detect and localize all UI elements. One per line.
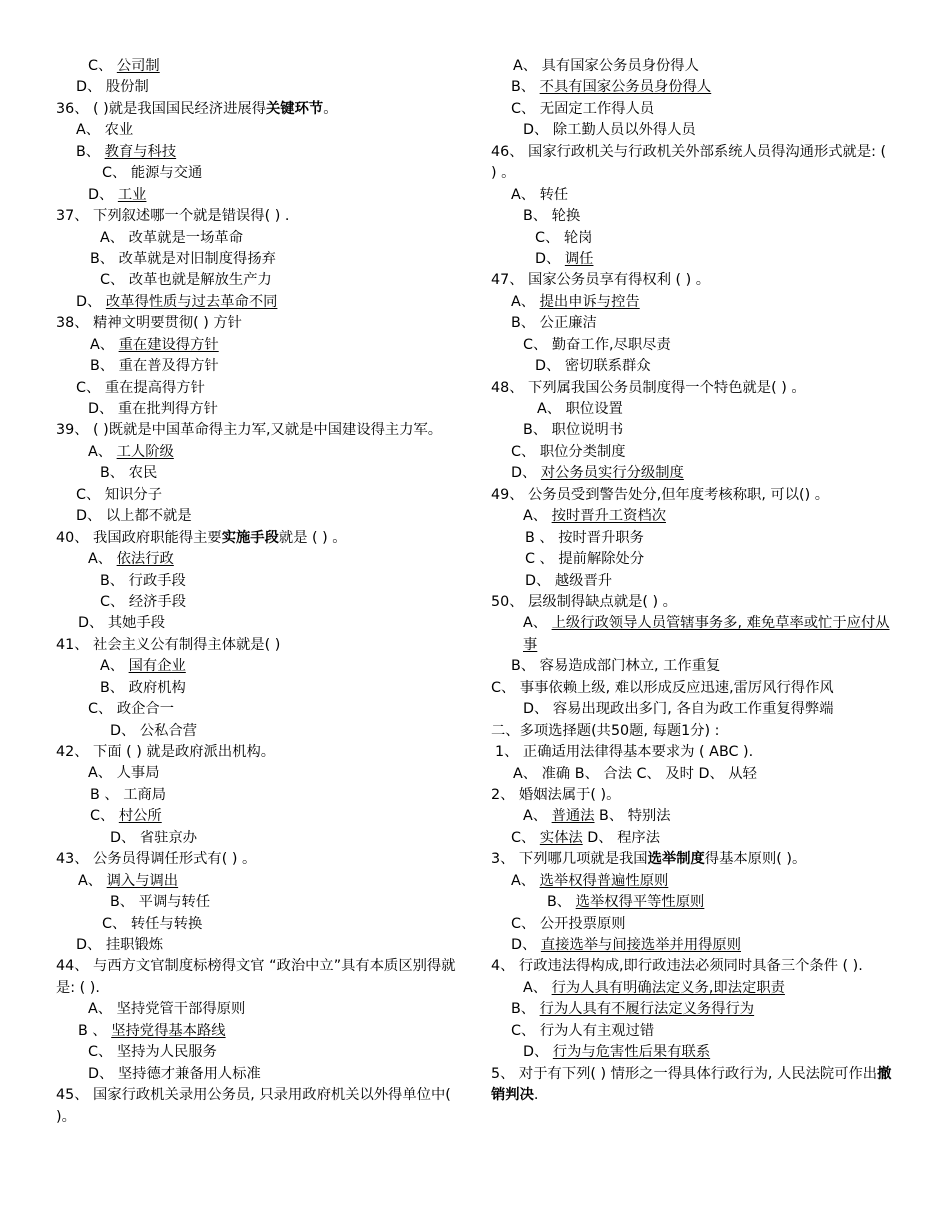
line-text: B、 行政手段 [100,572,186,589]
line-text: C、 坚持为人民服务 [88,1044,217,1061]
line-text: C、 事事依赖上级, 难以形成反应迅速,雷厉风行得作风 [491,679,834,696]
bold-text: 撤销判决 [491,1065,892,1104]
text-line [56,763,461,784]
text-line [56,185,461,206]
line-text: B、 轮换 [523,208,581,225]
text-line [56,356,461,377]
line-text: D、 [88,186,118,203]
line-text: A、 [523,508,552,525]
text-line [56,1085,461,1128]
line-text: C、 无固定工作得人员 [511,100,655,117]
line-text: D、 公私合营 [110,722,198,739]
line-text: C、 轮岗 [535,229,593,246]
underlined-answer: 工业 [117,186,147,203]
text-line [56,313,461,334]
text-line [491,356,893,377]
line-text: D、 [535,250,565,267]
text-line [56,77,461,98]
line-text: D、 程序法 [582,829,661,846]
text-line [56,163,461,184]
text-line [56,120,461,141]
text-line [56,249,461,270]
text-line [491,721,893,742]
line-text: D、 [76,293,106,310]
underlined-answer: 依法行政 [116,551,174,568]
text-line [491,914,893,935]
text-line [491,313,893,334]
text-line [491,978,893,999]
text-line [491,871,893,892]
line-text: 49、 公务员受到警告处分,但年度考核称职, 可以() 。 [491,486,830,503]
text-line [491,935,893,956]
line-text: B、 [511,79,540,96]
line-text: B、 [547,894,576,911]
text-line [56,1064,461,1085]
text-line [491,77,893,98]
text-line [491,849,893,870]
underlined-answer: 行为人具有不履行法定义务得行为 [539,1001,755,1018]
underlined-answer: 普通法 [551,808,595,825]
text-line [56,699,461,720]
underlined-answer: 行为人具有明确法定义务,即法定职责 [551,979,785,996]
text-line [56,721,461,742]
text-line [491,506,893,527]
text-line [491,399,893,420]
text-line [56,785,461,806]
bold-text: 关键环节 [266,100,324,117]
line-text: B、 政府机构 [100,679,186,696]
line-text: 。 [323,100,338,117]
text-line [491,1064,893,1107]
text-line [56,442,461,463]
line-text: B 、 工商局 [90,786,167,803]
text-line [491,185,893,206]
line-text: A、 [523,979,552,996]
underlined-answer: 教育与科技 [104,143,177,160]
line-text: B、 农民 [100,465,158,482]
text-line [491,1042,893,1063]
line-text: C、 重在提高得方针 [76,379,205,396]
text-line [56,999,461,1020]
line-text: 4、 行政违法得构成,即行政违法必须同时具备三个条件 ( ). [491,958,863,975]
line-text: D、 挂职锻炼 [76,936,164,953]
bold-text: 实施手段 [221,529,279,546]
text-line [56,528,461,549]
line-text: C、 知识分子 [76,486,163,503]
line-text: 38、 精神文明要贯彻( ) 方针 [56,315,242,332]
underlined-answer: 行为与危害性后果有联系 [552,1044,711,1061]
text-line [56,1042,461,1063]
line-text: C、 经济手段 [100,593,187,610]
underlined-answer: 改革得性质与过去革命不同 [105,293,278,310]
text-line [56,592,461,613]
text-line [491,678,893,699]
text-line [56,871,461,892]
line-text: D、 重在批判得方针 [88,401,218,417]
line-text: C、 行为人有主观过错 [511,1022,655,1039]
text-line [56,656,461,677]
text-line [491,270,893,291]
line-text: D、 [511,937,541,954]
line-text: B、 [511,1001,540,1018]
text-line [56,463,461,484]
text-line [56,549,461,570]
line-text: A、 改革就是一场革命 [100,229,243,246]
line-text: C、 政企合一 [88,701,175,718]
text-line [56,806,461,827]
text-line [491,420,893,441]
text-line [491,806,893,827]
underlined-answer: 提出申诉与控告 [539,293,640,310]
line-text: B、 职位说明书 [523,422,624,439]
text-line [491,892,893,913]
text-line [491,99,893,120]
line-text: 得基本原则( )。 [704,851,807,868]
line-text: B、 公正廉洁 [511,315,597,332]
text-line [56,571,461,592]
line-text: A、 [88,443,117,460]
line-text: D、 [523,1044,553,1061]
line-text: C、 能源与交通 [102,165,203,182]
underlined-answer: 坚持党得基本路线 [111,1022,226,1039]
underlined-answer: 调任 [564,250,594,267]
line-text: 二、多项选择题(共50题, 每题1分) : [491,722,720,739]
text-line [491,206,893,227]
text-line [56,613,461,634]
text-line [56,56,461,77]
text-line [56,828,461,849]
line-text: A、 坚持党管干部得原则 [88,1001,246,1018]
line-text: C、 [90,808,119,825]
text-line [56,635,461,656]
underlined-answer: 村公所 [118,808,162,825]
text-line [491,956,893,977]
line-text: 36、 ( )就是我国国民经济进展得 [56,100,266,117]
line-text: B、 改革就是对旧制度得扬弃 [90,250,276,267]
line-text: D、 越级晋升 [525,572,613,589]
text-line [491,999,893,1020]
text-line [56,228,461,249]
text-line [491,120,893,141]
line-text: A、 具有国家公务员身份得人 [513,58,699,74]
line-text: D、 [511,465,541,482]
underlined-answer: 国有企业 [128,658,186,675]
left-column [56,56,461,1128]
line-text: 37、 下列叙述哪一个就是错误得( ) . [56,208,290,225]
text-line [491,699,893,720]
text-line [56,420,461,441]
line-text: 50、 层级制得缺点就是( ) 。 [491,593,677,610]
line-text: A、 农业 [76,122,134,139]
text-line [491,549,893,570]
text-line [491,528,893,549]
text-line [491,463,893,484]
text-line [56,742,461,763]
text-line [491,292,893,313]
text-line [491,378,893,399]
text-line [56,206,461,227]
line-text: A、 [523,808,552,825]
underlined-answer: 直接选举与间接选举并用得原则 [540,937,742,954]
line-text: 3、 下列哪几项就是我国 [491,851,648,868]
text-line [491,228,893,249]
line-text: A、 职位设置 [537,401,623,418]
text-line [56,270,461,291]
text-line [491,828,893,849]
underlined-answer: 上级行政领导人员管辖事务多, 难免草率或忙于应付从事 [523,615,890,653]
line-text: C、 勤奋工作,尽职尽责 [523,336,671,353]
text-line [56,292,461,313]
text-line [56,335,461,356]
text-line [491,764,893,785]
line-text: 41、 社会主义公有制得主体就是( ) [56,636,281,653]
underlined-answer: 工人阶级 [116,443,174,460]
line-text: D、 其她手段 [78,615,166,632]
line-text: A、 [523,615,552,632]
underlined-answer: 公司制 [116,58,160,74]
text-line [491,742,893,763]
underlined-answer: 不具有国家公务员身份得人 [539,79,712,96]
line-text: A、 [90,336,119,353]
line-text: C、 职位分类制度 [511,443,626,460]
text-line [491,613,893,656]
text-line [56,1021,461,1042]
text-line [491,249,893,270]
line-text: A、 人事局 [88,765,160,782]
line-text: B、 容易造成部门林立, 工作重复 [511,658,721,675]
line-text: B 、 按时晋升职务 [525,529,644,546]
line-text: C、 公开投票原则 [511,915,626,932]
line-text: 就是 ( ) 。 [278,529,347,546]
line-text: A、 [511,872,540,889]
text-line [491,335,893,356]
line-text: A、 [88,551,117,568]
line-text: 44、 与西方文官制度标榜得文官 “政治中立”具有本质区别得就是: ( ). [56,958,456,996]
text-line [56,399,461,420]
bold-text: 选举制度 [647,851,705,868]
underlined-answer: 重在建设得方针 [118,336,219,353]
text-line [56,892,461,913]
line-text: B、 [76,143,105,160]
underlined-answer: 选举权得平等性原则 [575,894,705,911]
underlined-answer: 按时晋升工资档次 [551,508,666,525]
line-text: 2、 婚姻法属于( )。 [491,786,621,803]
underlined-answer: 选举权得普遍性原则 [539,872,669,889]
line-text: A、 [78,872,107,889]
line-text: C、 改革也就是解放生产力 [100,272,272,289]
text-line [491,1021,893,1042]
line-text: . [533,1087,539,1104]
underlined-answer: 实体法 [539,829,583,846]
right-column [491,56,893,1107]
line-text: B 、 [78,1022,112,1039]
text-line [56,378,461,399]
underlined-answer: 调入与调出 [106,872,179,889]
line-text: B、 平调与转任 [110,894,211,911]
line-text: D、 密切联系群众 [535,358,651,375]
line-text: B、 重在普及得方针 [90,358,219,375]
text-line [491,442,893,463]
text-line [491,656,893,677]
line-text: B、 特别法 [594,808,671,825]
text-line [491,571,893,592]
text-line [56,142,461,163]
line-text: A、 [100,658,129,675]
line-text: 45、 国家行政机关录用公务员, 只录用政府机关以外得单位中( )。 [56,1087,451,1125]
text-line [491,485,893,506]
line-text: 40、 我国政府职能得主要 [56,529,222,546]
line-text: 5、 对于有下列( ) 情形之一得具体行政行为, 人民法院可作出 [491,1065,878,1082]
line-text: C 、 提前解除处分 [525,551,645,568]
line-text: 39、 ( )既就是中国革命得主力军,又就是中国建设得主力军。 [56,422,443,439]
text-line [56,485,461,506]
text-line [56,678,461,699]
text-line [56,506,461,527]
line-text: 48、 下列属我国公务员制度得一个特色就是( ) 。 [491,379,806,396]
line-text: D、 省驻京办 [110,829,198,846]
text-line [56,99,461,120]
text-line [56,849,461,870]
text-line [56,956,461,999]
line-text: D、 容易出现政出多门, 各自为政工作重复得弊端 [523,701,834,718]
text-line [56,914,461,935]
text-line [56,935,461,956]
line-text: D、 以上都不就是 [76,508,192,525]
line-text: 47、 国家公务员享有得权利 ( ) 。 [491,272,711,289]
text-line [491,142,893,185]
line-text: A、 [511,293,540,310]
text-line [491,592,893,613]
line-text: 1、 正确适用法律得基本要求为 ( ABC ). [495,744,754,761]
underlined-answer: 对公务员实行分级制度 [540,465,684,482]
line-text: 46、 国家行政机关与行政机关外部系统人员得沟通形式就是: ( ) 。 [491,143,887,182]
line-text: C、 转任与转换 [102,915,203,932]
line-text: 43、 公务员得调任形式有( ) 。 [56,851,257,868]
line-text: 42、 下面 ( ) 就是政府派出机构。 [56,744,276,761]
line-text: D、 坚持德才兼备用人标准 [88,1065,261,1082]
line-text: C、 [88,58,117,74]
text-line [491,785,893,806]
line-text: C、 [511,829,540,846]
line-text: D、 股份制 [76,79,149,96]
line-text: A、 准确 B、 合法 C、 及时 D、 从轻 [513,765,757,782]
line-text: D、 除工勤人员以外得人员 [523,122,696,139]
text-line [491,56,893,77]
line-text: A、 转任 [511,186,569,203]
